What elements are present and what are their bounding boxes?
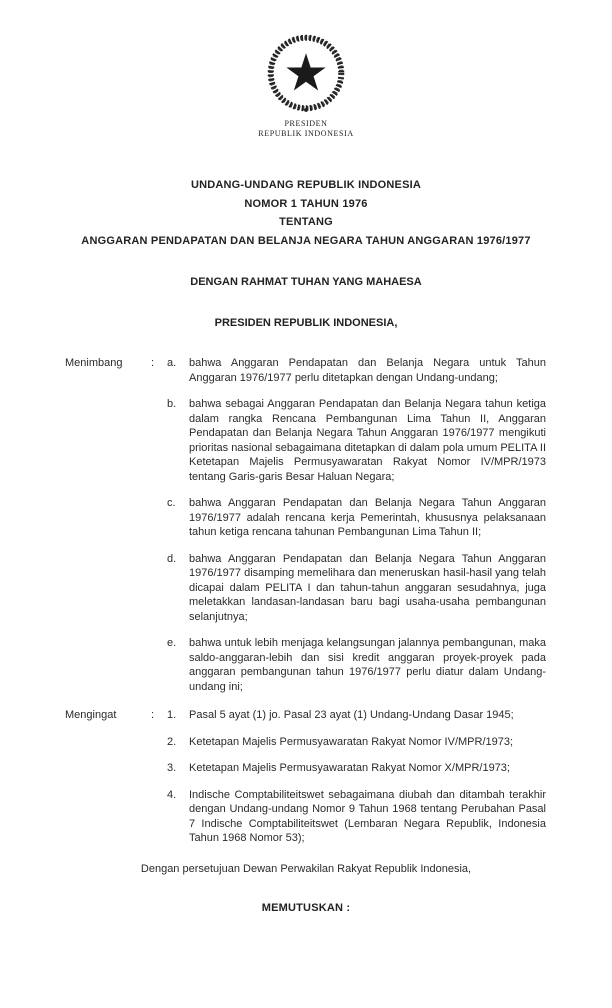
clause-marker: e.: [167, 637, 177, 649]
considering-section: [0, 356, 612, 694]
clause-text: Ketetapan Majelis Permusyawaratan Rakyat Nomor IV/MPR/1973;: [189, 735, 514, 748]
decision-heading: MEMUTUSKAN :: [261, 902, 351, 914]
title-law-number: NOMOR 1 TAHUN 1976: [244, 197, 368, 210]
clause-marker: 4.: [167, 788, 177, 801]
document-title-block: [0, 176, 612, 250]
clause-text: Ketetapan Majelis Permusyawaratan Rakyat Nomor X/MPR/1973;: [189, 762, 510, 774]
title-tentang: TENTANG: [279, 216, 333, 228]
recalling-item-4: [0, 788, 612, 846]
clause-text: Pasal 5 ayat (1) jo. Pasal 23 ayat (1) Undang-Undang Dasar 1945;: [189, 709, 514, 721]
recalling-item-3: [0, 761, 612, 776]
agreement-line: Dengan persetujuan Dewan Perwakilan Rakyat Republik Indonesia,: [140, 862, 472, 875]
clause-marker: 3.: [167, 762, 177, 774]
recalling-item-2: [0, 735, 612, 750]
title-subject: ANGGARAN PENDAPATAN DAN BELANJA NEGARA TAHUN ANGGARAN 1976/1977: [81, 234, 531, 247]
grace-line: DENGAN RAHMAT TUHAN YANG MAHAESA: [190, 276, 422, 288]
considering-item-a: [0, 356, 612, 385]
clause-text: bahwa Anggaran Pendapatan dan Belanja Negara Tahun Anggaran 1976/1977 adalah rencana kerja Pemerintah, khususnya pelaksanaan tahun ketiga rencana tahunan Pembangunan Lima Tahun II;: [189, 497, 546, 538]
letterhead-line-presiden: PRESIDEN: [284, 119, 328, 128]
clause-marker: c.: [167, 497, 176, 509]
clause-text: bahwa Anggaran Pendapatan dan Belanja Negara untuk Tahun Anggaran 1976/1977 perlu ditetapkan dengan Undang-undang;: [189, 357, 546, 384]
clause-marker: b.: [167, 398, 177, 410]
letterhead: [0, 0, 612, 139]
title-law-name: UNDANG-UNDANG REPUBLIK INDONESIA: [190, 179, 422, 191]
considering-item-b: [0, 397, 612, 484]
star-icon: [286, 53, 325, 90]
considering-item-e: [0, 636, 612, 694]
clause-text: Indische Comptabiliteitswet sebagaimana diubah dan ditambah terakhir dengan Undang-undang Nomor 9 Tahun 1968 tentang Perubahan Pasal 7 Indische Comptabiliteitswet (Lembaran Negara Republik, Indonesia Tahun 1968 Nomor 53);: [189, 788, 546, 844]
clause-marker: 2.: [167, 735, 177, 748]
considering-item-c: [0, 496, 612, 540]
clause-marker: 1.: [167, 709, 177, 721]
presidential-seal-icon: [263, 30, 349, 116]
recalling-colon: :: [151, 709, 155, 721]
clause-text: bahwa Anggaran Pendapatan dan Belanja Negara Tahun Anggaran 1976/1977 disamping memelihara dan meneruskan hasil-hasil yang telah dicapai dalam PELITA I dan tahun-tahun anggaran sesudahnya, juga meletakkan landasan-landasan baru bagi usaha-usaha pembangunan selanjutnya;: [189, 552, 546, 623]
considering-label: Menimbang: [65, 357, 123, 369]
recalling-section: [0, 708, 612, 846]
recalling-item-1: [0, 708, 612, 723]
authority-line: PRESIDEN REPUBLIK INDONESIA,: [214, 317, 398, 329]
clause-marker: a.: [167, 357, 177, 369]
letterhead-line-republik-indonesia: REPUBLIK INDONESIA: [258, 129, 354, 138]
considering-item-d: [0, 552, 612, 625]
clause-text: bahwa untuk lebih menjaga kelangsungan jalannya pembangunan, maka saldo-anggaran-lebih dan sisi kredit anggaran proyek-proyek pada anggaran pembangunan tahun 1976/1977 perlu diatur dalam Undang-undang ini;: [189, 637, 546, 693]
considering-colon: :: [151, 357, 155, 369]
clause-marker: d.: [167, 552, 177, 565]
recalling-label: Mengingat: [65, 709, 117, 721]
clause-text: bahwa sebagai Anggaran Pendapatan dan Belanja Negara tahun ketiga dalam rangka Rencana Pembangunan Lima Tahun II, Anggaran Pendapatan dan Belanja Negara Tahun Anggaran 1976/1977 mengikuti prioritas nasional sebagaimana ditetapkan di dalam pola umum PELITA II Ketetapan Majelis Permusyawaratan Rakyat Nomor IV/MPR/1973 tentang Garis-garis Besar Haluan Negara;: [189, 398, 546, 483]
